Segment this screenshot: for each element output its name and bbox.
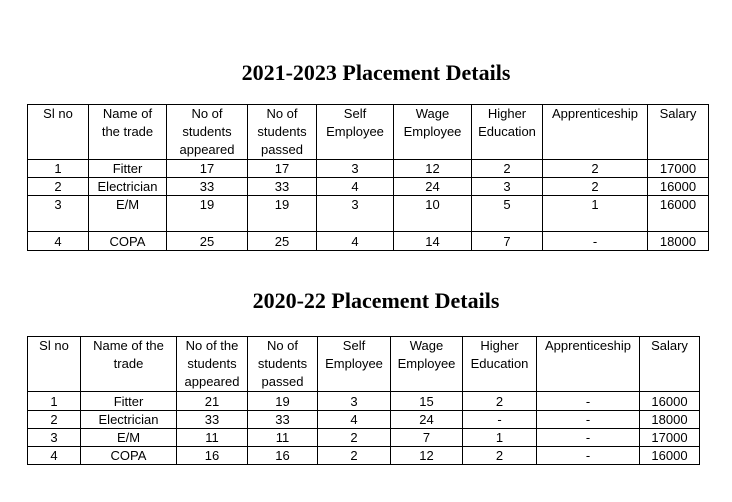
column-header-line: Employee [403,124,462,139]
table-cell: 21 [177,392,248,411]
table-cell: 4 [317,178,394,196]
table-cell: 2 [543,178,648,196]
table-cell: 3 [28,429,81,447]
table-cell: 16000 [640,447,700,465]
column-header [177,337,248,392]
table-cell: 2 [318,447,391,465]
column-header-line: Employee [326,124,384,139]
column-header [472,105,543,160]
table-cell: 2 [318,429,391,447]
column-header-line: No of [266,106,298,121]
table-row [28,178,709,196]
table-cell: 1 [28,392,81,411]
column-header [394,105,472,160]
table-cell: 2 [543,160,648,178]
table-cell: - [463,411,537,429]
column-header-line: Self [342,338,366,353]
table-cell: 16000 [648,178,709,196]
table-cell: COPA [89,232,167,251]
table-cell: 19 [248,196,317,232]
table-cell: 4 [28,447,81,465]
column-header-line: appeared [184,374,240,389]
table-cell: 33 [248,178,317,196]
table-cell: 16000 [648,196,709,232]
column-header [248,105,317,160]
column-header [537,337,640,392]
table-cell: 19 [167,196,248,232]
column-header-line: students [257,356,308,371]
column-header-line: Salary [659,106,697,121]
column-header-line: appeared [179,142,235,157]
header-row [28,105,709,160]
table-cell: 24 [391,411,463,429]
table-cell: 33 [167,178,248,196]
table-cell: 2 [472,160,543,178]
table-cell: 17000 [648,160,709,178]
column-header-line: Name of the [93,338,164,353]
column-header [248,337,318,392]
table-cell: 16 [248,447,318,465]
column-header [81,337,177,392]
table-cell: E/M [89,196,167,232]
column-header-line: Sl no [39,338,69,353]
column-header-line: Self [343,106,367,121]
table-cell: 10 [394,196,472,232]
column-header [318,337,391,392]
table-cell: 11 [248,429,318,447]
table-cell: 2 [463,447,537,465]
table-cell: Fitter [89,160,167,178]
table-cell: 7 [391,429,463,447]
placement-table-2020-22 [27,336,700,465]
column-header-line: Education [470,356,529,371]
table-cell: 3 [472,178,543,196]
table-cell: 17000 [640,429,700,447]
column-header-line: Name of [102,106,153,121]
table-cell: 24 [394,178,472,196]
column-header-line: students [187,356,237,371]
table-cell: 3 [28,196,89,232]
table-cell: 1 [28,160,89,178]
table-cell: 4 [318,411,391,429]
table-cell: 4 [317,232,394,251]
table-row [28,429,700,447]
table-cell: 33 [177,411,248,429]
column-header-line: Sl no [43,106,73,121]
column-header-line: Salary [651,338,688,353]
table-cell: - [537,429,640,447]
column-header-line: trade [113,356,144,371]
column-header-line: Education [478,124,536,139]
column-header-line: Higher [487,106,527,121]
column-header-line: Apprenticeship [552,106,638,121]
column-header-line: Wage [409,338,444,353]
column-header-line: No of the [185,338,239,353]
column-header [317,105,394,160]
table-cell: Electrician [81,411,177,429]
table-cell: 15 [391,392,463,411]
table-cell: 3 [318,392,391,411]
table-cell: 12 [391,447,463,465]
table-cell: 12 [394,160,472,178]
column-header-line: Apprenticeship [545,338,631,353]
column-header-line: No of [266,338,299,353]
column-header [543,105,648,160]
table-cell: 1 [543,196,648,232]
table-cell: 16000 [640,392,700,411]
table-cell: - [537,447,640,465]
column-header-line: passed [261,142,303,157]
table-cell: 3 [317,160,394,178]
table-cell: 33 [248,411,318,429]
table-cell: 25 [248,232,317,251]
table-cell: 2 [463,392,537,411]
table-cell: 2 [28,411,81,429]
table-cell: 14 [394,232,472,251]
table-row [28,411,700,429]
table-cell: 17 [248,160,317,178]
table1-title: 2021-2023 Placement Details [241,60,511,85]
column-header-line: Employee [397,356,456,371]
table-cell: 25 [167,232,248,251]
column-header [648,105,709,160]
table-cell: - [537,411,640,429]
table-cell: 3 [317,196,394,232]
column-header-line: students [182,124,232,139]
table-cell: 16 [177,447,248,465]
table-row [28,196,709,232]
table-cell: 18000 [640,411,700,429]
column-header-line: passed [261,374,304,389]
table-cell: 17 [167,160,248,178]
table-cell: 11 [177,429,248,447]
column-header [167,105,248,160]
table-cell: 18000 [648,232,709,251]
table-row [28,392,700,411]
table-cell: E/M [81,429,177,447]
table2-title: 2020-22 Placement Details [252,288,500,313]
placement-table-2021-2023 [27,104,709,251]
header-row [28,337,700,392]
column-header-line: No of [191,106,223,121]
table-cell: 19 [248,392,318,411]
table-cell: COPA [81,447,177,465]
table-cell: Electrician [89,178,167,196]
table-cell: 2 [28,178,89,196]
column-header-line: Employee [325,356,383,371]
table-cell: - [543,232,648,251]
table-cell: 7 [472,232,543,251]
column-header-line: Higher [480,338,519,353]
column-header [463,337,537,392]
table-cell: - [537,392,640,411]
table-row [28,447,700,465]
table-cell: Fitter [81,392,177,411]
column-header [89,105,167,160]
column-header-line: the trade [101,124,154,139]
table-cell: 4 [28,232,89,251]
table-row [28,160,709,178]
column-header-line: students [257,124,307,139]
table-cell: 5 [472,196,543,232]
table-cell: 1 [463,429,537,447]
column-header [28,337,81,392]
column-header [391,337,463,392]
table-row [28,232,709,251]
column-header-line: Wage [415,106,450,121]
column-header [28,105,89,160]
column-header [640,337,700,392]
